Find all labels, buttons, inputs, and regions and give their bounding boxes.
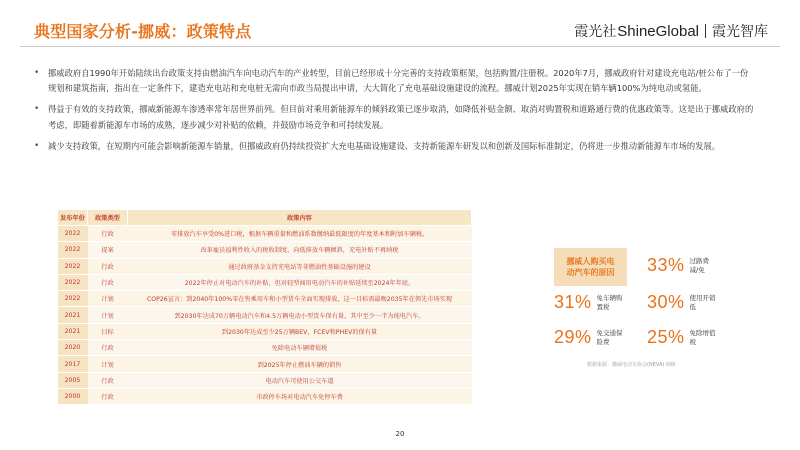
header [0,0,800,52]
cell-content: 免除电动车辆增值税 [128,340,472,356]
cell-content: 2022年停止对电动汽车的补贴，但对轻型商用电动汽车的补贴延续至2024年年底。 [128,274,472,290]
cell-content: 电动汽车可使用公交车道 [128,372,472,388]
table-row [58,388,472,404]
table-row [58,258,472,274]
reasons-panel [549,246,749,376]
bullet-list [34,66,756,160]
brand-cn: 霞光社 [574,24,617,40]
table-row [58,307,472,323]
cell-type: 目标 [88,323,128,339]
brand-divider [705,24,706,38]
table-row [58,323,472,339]
cell-year: 2022 [58,226,88,242]
cell-type: 行政 [88,274,128,290]
stat-label: 过路费减/免 [689,256,710,274]
brand-cn-2: 霞光智库 [712,24,768,40]
cell-type: 行政 [88,372,128,388]
cell-year: 2000 [58,388,88,404]
reasons-label-box [554,248,627,286]
cell-content: 零排放汽车享受0%进口税，根据车辆重量和燃油系数缴纳最低限度的年度基本和附加车辆税。 [128,226,472,242]
stat-percent: 31% [554,292,592,312]
cell-content: 到2030年达成至少25万辆BEV、FCEV和PHEV的保有量 [128,323,472,339]
bullet-dot-icon: • [34,140,40,151]
bullet-item [34,102,756,132]
table-row [58,372,472,388]
cell-type: 计划 [88,356,128,372]
stat-label: 免车辆购置税 [596,293,623,311]
cell-content: 市政停车场对电动汽车免停车费 [128,388,472,404]
cell-year: 2005 [58,372,88,388]
bullet-item [34,139,756,154]
stat-item [647,292,718,313]
cell-content: 通过政府基金支持充电站等非燃油性基础设施的建设 [128,258,472,274]
stat-percent: 30% [647,292,685,312]
header-type: 政策类型 [88,210,128,226]
table-row [58,340,472,356]
cell-year: 2022 [58,274,88,290]
bullet-item [34,66,756,96]
stat-label: 免交通保险费 [596,328,623,346]
cell-type: 行政 [88,340,128,356]
cell-type: 计划 [88,291,128,307]
table-row [58,356,472,372]
header-content: 政策内容 [128,210,472,226]
stat-percent: 33% [647,255,685,275]
stat-item [554,327,625,348]
bullet-text: 减少支持政策，在短期内可能会影响新能源车销量，但挪威政府仍持续投资扩大充电基础设施建设、支持新能源车研发以和创新及国际标准制定，仍将进一步推动新能源车市场的发展。 [48,140,721,151]
cell-content: 到2025年停止燃油车辆的销售 [128,356,472,372]
cell-content: 到2030年达成70万辆电动汽车和4.5万辆电动小型货车保有量，其中至少一半为纯电汽车。 [128,307,472,323]
table-row [58,242,472,258]
policy-table [57,209,472,405]
stat-label: 免除增值税 [689,328,716,346]
cell-year: 2021 [58,307,88,323]
brand-logo [574,21,768,41]
table-row [58,291,472,307]
bullet-text: 得益于有效的支持政策，挪威新能源车渗透率常年居世界前列。但目前对乘用新能源车的倾斜政策已逐步取消，如降低补贴金额、取消对购置税和道路通行费的优惠政策等。这是出于挪威政府的考虑，即随着新能源车市场的成熟，逐步减少对补贴的依赖，并鼓励市场竞争和可持续发展。 [48,104,754,130]
cell-year: 2022 [58,291,88,307]
stat-item [647,327,718,348]
stat-item [554,292,625,313]
cell-type: 计划 [88,307,128,323]
stat-label: 使用开销低 [689,293,716,311]
page-title: 典型国家分析-挪威：政策特点 [34,22,252,41]
stat-percent: 25% [647,327,685,347]
cell-year: 2017 [58,356,88,372]
cell-year: 2022 [58,242,88,258]
bullet-text: 挪威政府自1990年开始陆续出台政策支持由燃油汽车向电动汽车的产业转型，目前已经形成十分完善的支持政策框架，包括购置/注册税。2020年7月，挪威政府针对建设充电站/桩公布了一份规划和建筑指南，指出在一定条件下，建造充电站和充电桩无需向市政当局提出申请，大大简化了充电基础设施建设的流程。挪威计划2025年实现在销车辆100%为纯电动或氢能。 [48,68,749,94]
stat-percent: 29% [554,327,592,347]
table-header-row [58,210,472,226]
cell-content: COP26宣言：到2040年100%零在售乘用车和小型货车全面实现排放，这一目标需最晚2035年在领先市场实现 [128,291,472,307]
cell-content: 改革雇员福利性收入的税收制度，向低排放车辆倾斜，充电补贴不再纳税 [128,242,472,258]
stat-item [647,255,718,276]
cell-type: 行政 [88,388,128,404]
table-row [58,226,472,242]
brand-en: ShineGlobal [617,22,699,40]
header-divider [20,46,780,47]
data-source: 数据来源：挪威电动车协会(NEVA) 调研 [587,362,676,368]
cell-type: 提案 [88,242,128,258]
page-number: 20 [395,430,405,438]
table-row [58,274,472,290]
header-year: 发布年份 [58,210,88,226]
cell-year: 2021 [58,323,88,339]
reasons-label: 挪威人购买电动汽车的原因 [566,257,615,277]
cell-year: 2022 [58,258,88,274]
bullet-dot-icon: • [34,68,40,78]
cell-type: 行政 [88,258,128,274]
cell-year: 2020 [58,340,88,356]
cell-type: 行政 [88,226,128,242]
bullet-dot-icon: • [34,104,40,115]
